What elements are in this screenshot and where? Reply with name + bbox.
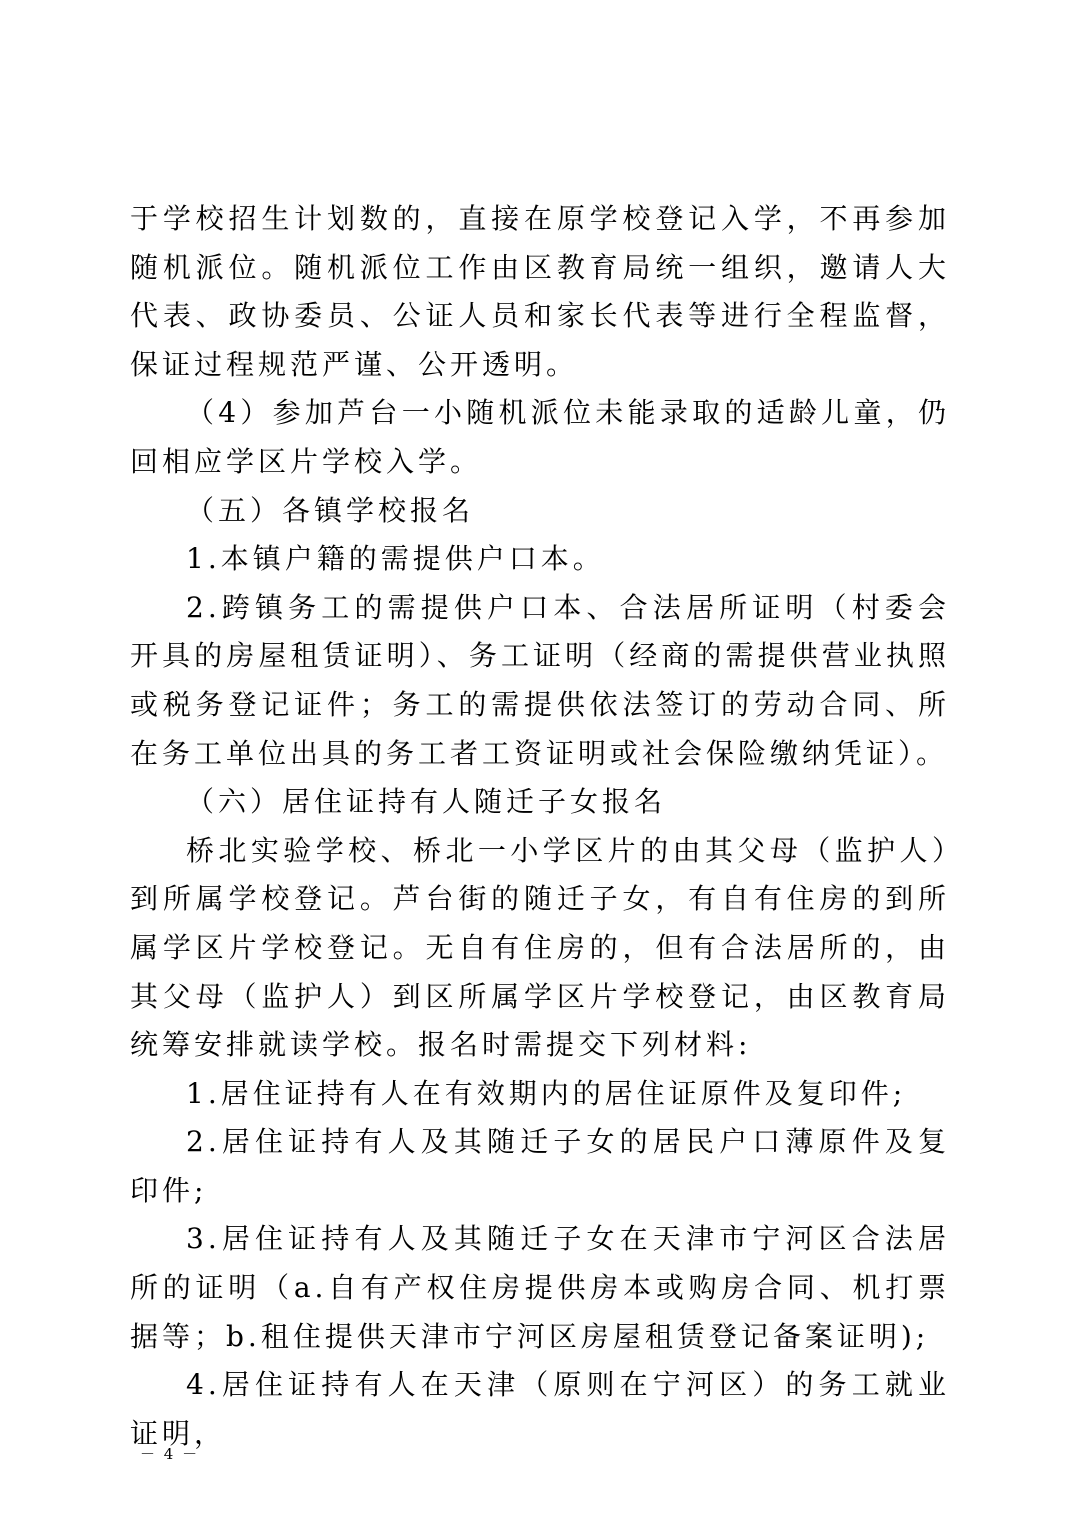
paragraph-material-3: 3.居住证持有人及其随迁子女在天津市宁河区合法居所的证明（a.自有产权住房提供房本或购房合同、机打票据等；b.租住提供天津市宁河区房屋租赁登记备案证明); [130,1222,950,1353]
paragraph-item-4: （4）参加芦台一小随机派位未能录取的适龄儿童，仍回相应学区片学校入学。 [130,396,950,478]
paragraph-continuation: 于学校招生计划数的，直接在原学校登记入学，不再参加随机派位。随机派位工作由区教育局统一组织，邀请人大代表、政协委员、公证人员和家长代表等进行全程监督，保证过程规范严谨、公开透明。 [130,202,950,381]
section-heading-6: （六）居住证持有人随迁子女报名 [186,785,667,819]
paragraph-town-item-1: 1.本镇户籍的需提供户口本。 [186,542,605,576]
section-heading-5: （五）各镇学校报名 [186,493,475,527]
page-number: － 4 － [140,1445,200,1463]
paragraph-town-item-2: 2.跨镇务工的需提供户口本、合法居所证明（村委会开具的房屋租赁证明）、务工证明（经商的需提供营业执照或税务登记证件；务工的需提供依法签订的劳动合同、所在务工单位出具的务工者工资证明或社会保险缴纳凭证）。 [130,590,950,770]
paragraph-registration-intro: 桥北实验学校、桥北一小学区片的由其父母（监护人）到所属学校登记。芦台街的随迁子女，有自有住房的到所属学区片学校登记。无自有住房的，但有合法居所的，由其父母（监护人）到区所属学区片学校登记，由区教育局统筹安排就读学校。报名时需提交下列材料: [130,833,950,1062]
paragraph-material-2: 2.居住证持有人及其随迁子女的居民户口薄原件及复印件; [130,1125,950,1207]
document-body [130,195,950,1458]
paragraph-material-4: 4.居住证持有人在天津（原则在宁河区）的务工就业证明， [130,1368,950,1450]
paragraph-material-1: 1.居住证持有人在有效期内的居住证原件及复印件; [186,1076,907,1110]
